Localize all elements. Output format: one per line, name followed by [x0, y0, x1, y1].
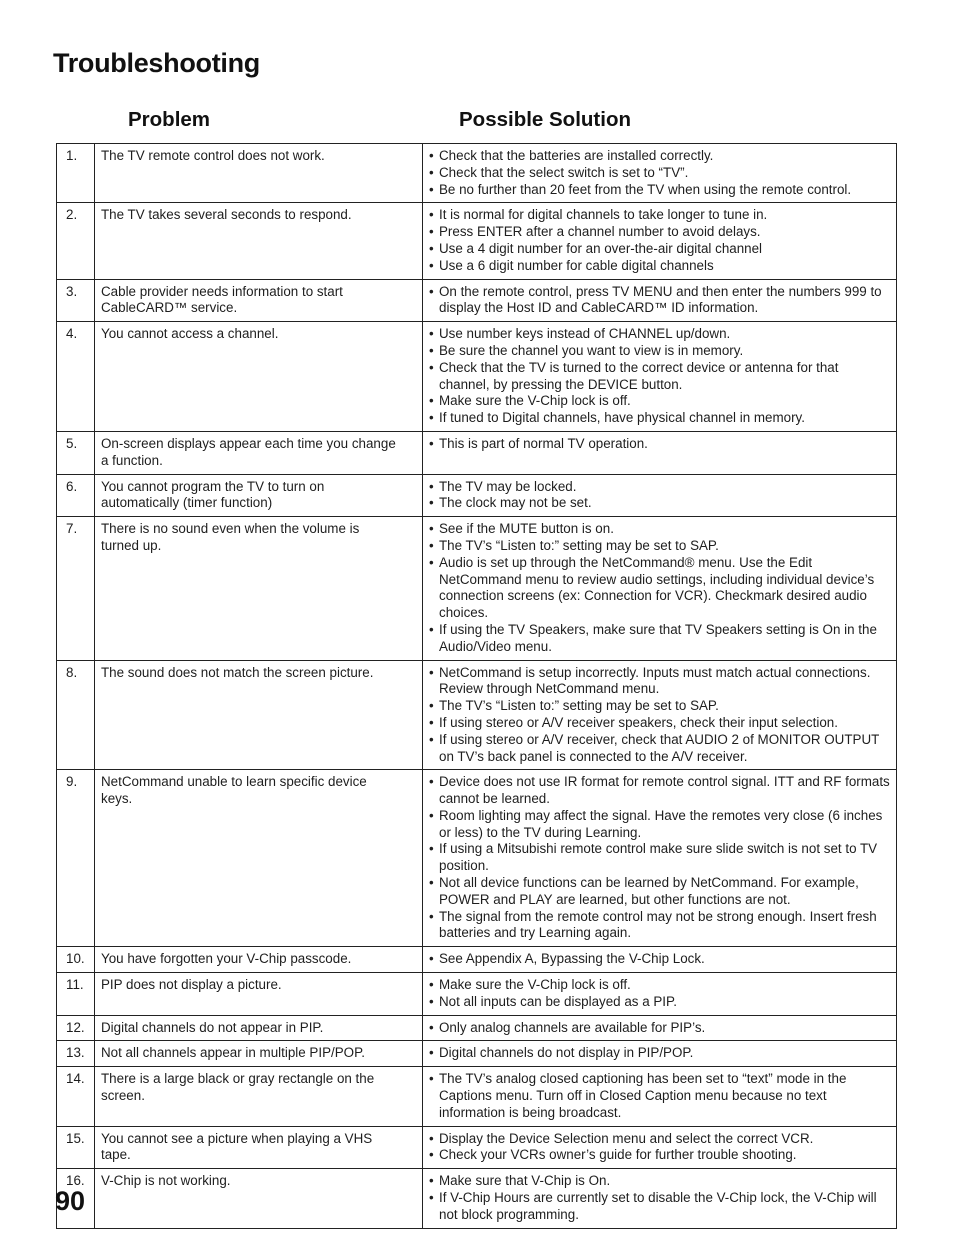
solution-cell: [423, 947, 897, 973]
problem-cell: Cable provider needs information to start CableCARD™ service.: [95, 279, 423, 322]
table-row: [57, 203, 897, 279]
solution-list: [429, 1045, 892, 1062]
table-row: [57, 322, 897, 432]
solution-item: • The clock may not be set.: [429, 495, 892, 512]
solution-item: • The signal from the remote control may not be strong enough. Insert fresh batteries and try Learning again.: [429, 909, 892, 943]
solution-item: • Use number keys instead of CHANNEL up/down.: [429, 326, 892, 343]
solution-item: • The TV’s “Listen to:” setting may be set to SAP.: [429, 698, 892, 715]
solution-list: [429, 326, 892, 427]
row-number: 2.: [57, 203, 95, 279]
problem-cell: You cannot see a picture when playing a VHS tape.: [95, 1126, 423, 1169]
table-row: [57, 431, 897, 474]
problem-cell: You have forgotten your V-Chip passcode.: [95, 947, 423, 973]
solution-cell: [423, 431, 897, 474]
solution-item: • Use a 4 digit number for an over-the-air digital channel: [429, 241, 892, 258]
solution-item: • Not all inputs can be displayed as a PIP.: [429, 994, 892, 1011]
table-row: [57, 1067, 897, 1126]
row-number: 15.: [57, 1126, 95, 1169]
solution-cell: [423, 1041, 897, 1067]
solution-item: • Be no further than 20 feet from the TV when using the remote control.: [429, 182, 892, 199]
table-row: [57, 973, 897, 1016]
row-number: 12.: [57, 1015, 95, 1041]
solution-item: • If tuned to Digital channels, have physical channel in memory.: [429, 410, 892, 427]
row-number: 10.: [57, 947, 95, 973]
problem-cell: The TV remote control does not work.: [95, 144, 423, 203]
problem-cell: The TV takes several seconds to respond.: [95, 203, 423, 279]
solution-item: • Make sure the V-Chip lock is off.: [429, 977, 892, 994]
row-number: 8.: [57, 660, 95, 770]
solution-list: [429, 521, 892, 655]
solution-item: • If using a Mitsubishi remote control make sure slide switch is not set to TV position.: [429, 841, 892, 875]
row-number: 13.: [57, 1041, 95, 1067]
page-title: Troubleshooting: [53, 48, 260, 78]
problem-cell: PIP does not display a picture.: [95, 973, 423, 1016]
solution-item: • If V-Chip Hours are currently set to disable the V-Chip lock, the V-Chip will not block programming.: [429, 1190, 892, 1224]
solution-cell: [423, 517, 897, 660]
solution-item: • The TV’s “Listen to:” setting may be set to SAP.: [429, 538, 892, 555]
solution-list: [429, 774, 892, 942]
table-row: [57, 1169, 897, 1228]
solution-item: • The TV may be locked.: [429, 479, 892, 496]
table-row: [57, 1015, 897, 1041]
row-number: 5.: [57, 431, 95, 474]
solution-item: • Only analog channels are available for PIP’s.: [429, 1020, 892, 1037]
solution-item: • Check that the batteries are installed correctly.: [429, 148, 892, 165]
solution-item: • Check your VCRs owner’s guide for further trouble shooting.: [429, 1147, 892, 1164]
solution-item: • On the remote control, press TV MENU and then enter the numbers 999 to display the Host ID and CableCARD™ ID information.: [429, 284, 892, 318]
table-row: [57, 144, 897, 203]
solution-list: [429, 977, 892, 1011]
solution-item: • The TV’s analog closed captioning has been set to “text” mode in the Captions menu. Turn off in Closed Caption menu because no text information is being broadcast.: [429, 1071, 892, 1121]
solution-list: [429, 284, 892, 318]
table-row: [57, 1126, 897, 1169]
problem-cell: NetCommand unable to learn specific device keys.: [95, 770, 423, 947]
solution-item: • Make sure that V-Chip is On.: [429, 1173, 892, 1190]
solution-cell: [423, 474, 897, 517]
solution-list: [429, 1131, 892, 1165]
problem-cell: There is no sound even when the volume is turned up.: [95, 517, 423, 660]
problem-cell: On-screen displays appear each time you change a function.: [95, 431, 423, 474]
solution-item: • Make sure the V-Chip lock is off.: [429, 393, 892, 410]
solution-item: • NetCommand is setup incorrectly. Inputs must match actual connections. Review through NetCommand menu.: [429, 665, 892, 699]
solution-item: • Digital channels do not display in PIP/POP.: [429, 1045, 892, 1062]
solution-cell: [423, 1067, 897, 1126]
solution-list: [429, 1071, 892, 1121]
solution-cell: [423, 144, 897, 203]
solution-item: • Be sure the channel you want to view is in memory.: [429, 343, 892, 360]
solution-cell: [423, 973, 897, 1016]
solution-item: • If using stereo or A/V receiver, check that AUDIO 2 of MONITOR OUTPUT on TV’s back panel is connected to the A/V receiver.: [429, 732, 892, 766]
solution-cell: [423, 770, 897, 947]
solution-list: [429, 479, 892, 513]
solution-cell: [423, 322, 897, 432]
solution-item: • Not all device functions can be learned by NetCommand. For example, POWER and PLAY are learned, but other functions are not.: [429, 875, 892, 909]
solution-item: • It is normal for digital channels to take longer to tune in.: [429, 207, 892, 224]
problem-cell: You cannot access a channel.: [95, 322, 423, 432]
solution-cell: [423, 660, 897, 770]
problem-cell: There is a large black or gray rectangle on the screen.: [95, 1067, 423, 1126]
row-number: 11.: [57, 973, 95, 1016]
row-number: 9.: [57, 770, 95, 947]
problem-cell: You cannot program the TV to turn on automatically (timer function): [95, 474, 423, 517]
problem-cell: Digital channels do not appear in PIP.: [95, 1015, 423, 1041]
problem-cell: V-Chip is not working.: [95, 1169, 423, 1228]
solution-item: • This is part of normal TV operation.: [429, 436, 892, 453]
solution-column-header: Possible Solution: [459, 108, 631, 131]
solution-list: [429, 207, 892, 274]
problem-cell: Not all channels appear in multiple PIP/POP.: [95, 1041, 423, 1067]
solution-cell: [423, 1126, 897, 1169]
solution-item: • Audio is set up through the NetCommand® menu. Use the Edit NetCommand menu to review audio settings, including individual device’s connection screens (ex: Connection for VCR). Checkmark desired audio choices.: [429, 555, 892, 622]
solution-item: • Check that the select switch is set to “TV”.: [429, 165, 892, 182]
solution-list: [429, 1173, 892, 1223]
problem-cell: The sound does not match the screen picture.: [95, 660, 423, 770]
row-number: 4.: [57, 322, 95, 432]
solution-cell: [423, 203, 897, 279]
solution-list: [429, 436, 892, 453]
table-row: [57, 517, 897, 660]
solution-item: • Room lighting may affect the signal. Have the remotes very close (6 inches or less) to the TV during Learning.: [429, 808, 892, 842]
solution-item: • See Appendix A, Bypassing the V-Chip Lock.: [429, 951, 892, 968]
row-number: 14.: [57, 1067, 95, 1126]
solution-item: • If using stereo or A/V receiver speakers, check their input selection.: [429, 715, 892, 732]
table-row: [57, 1041, 897, 1067]
solution-item: • Use a 6 digit number for cable digital channels: [429, 258, 892, 275]
solution-item: • Device does not use IR format for remote control signal. ITT and RF formats cannot be learned.: [429, 774, 892, 808]
solution-item: • Display the Device Selection menu and select the correct VCR.: [429, 1131, 892, 1148]
table-row: [57, 660, 897, 770]
solution-item: • If using the TV Speakers, make sure that TV Speakers setting is On in the Audio/Video menu.: [429, 622, 892, 656]
solution-list: [429, 665, 892, 766]
table-row: [57, 474, 897, 517]
solution-item: • Press ENTER after a channel number to avoid delays.: [429, 224, 892, 241]
row-number: 7.: [57, 517, 95, 660]
page-number: 90: [55, 1186, 86, 1216]
solution-cell: [423, 1015, 897, 1041]
row-number: 6.: [57, 474, 95, 517]
table-row: [57, 279, 897, 322]
row-number: 3.: [57, 279, 95, 322]
solution-item: • See if the MUTE button is on.: [429, 521, 892, 538]
troubleshooting-table-body: [57, 144, 897, 1229]
solution-list: [429, 148, 892, 198]
table-row: [57, 947, 897, 973]
solution-list: [429, 951, 892, 968]
row-number: 1.: [57, 144, 95, 203]
solution-list: [429, 1020, 892, 1037]
solution-cell: [423, 279, 897, 322]
table-row: [57, 770, 897, 947]
troubleshooting-table: [56, 143, 897, 1229]
problem-column-header: Problem: [128, 108, 211, 131]
row-number: 16.: [57, 1169, 95, 1228]
solution-item: • Check that the TV is turned to the correct device or antenna for that channel, by pressing the DEVICE button.: [429, 360, 892, 394]
solution-cell: [423, 1169, 897, 1228]
